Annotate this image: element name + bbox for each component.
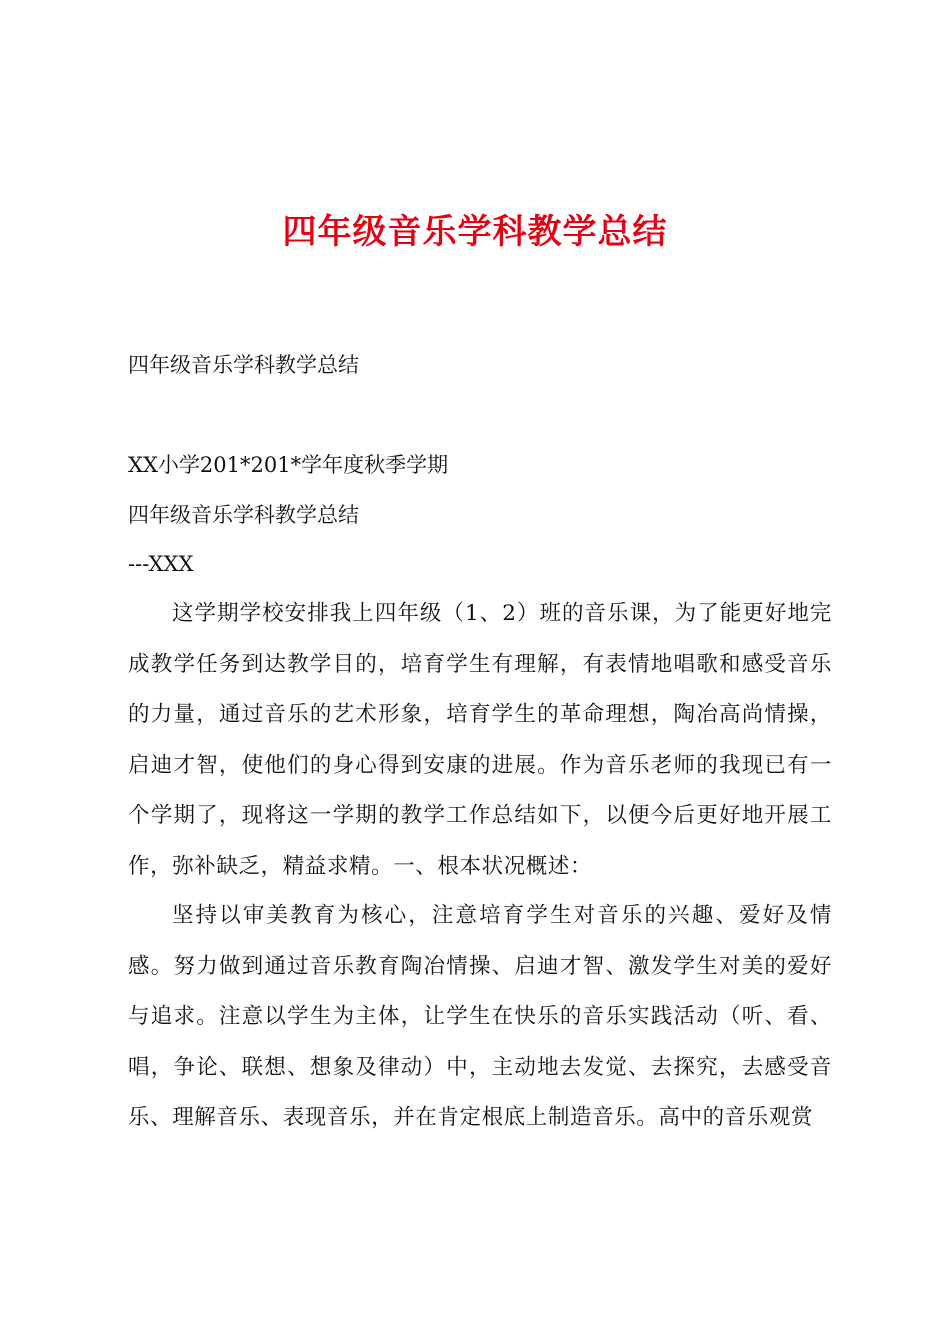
school-term: XX小学201*201*学年度秋季学期 — [128, 453, 449, 477]
author: ---XXX — [128, 552, 194, 576]
body-paragraph-2: 坚持以审美教育为核心，注意培育学生对音乐的兴趣、爱好及情感。努力做到通过音乐教育陶冶情操、启迪才智、激发学生对美的爱好与追求。注意以学生为主体，让学生在快乐的音乐实践活动（听、看、唱，争论、联想、想象及律动）中，主动地去发觉、去探究，去感受音乐、理解音乐、表现音乐，并在肯定根底上制造音乐。高中的音乐观赏 — [128, 903, 832, 1131]
document-subtitle: 四年级音乐学科教学总结 — [128, 353, 359, 377]
document-title: 四年级音乐学科教学总结 — [282, 212, 668, 252]
report-name: 四年级音乐学科教学总结 — [128, 503, 359, 527]
body-paragraph-1: 这学期学校安排我上四年级（1、2）班的音乐课，为了能更好地完成教学任务到达教学目的，培育学生有理解，有表情地唱歌和感受音乐的力量，通过音乐的艺术形象，培育学生的革命理想，陶冶高尚情操，启迪才智，使他们的身心得到安康的进展。作为音乐老师的我现已有一个学期了，现将这一学期的教学工作总结如下，以便今后更好地开展工作，弥补缺乏，精益求精。一、根本状况概述： — [128, 601, 832, 879]
